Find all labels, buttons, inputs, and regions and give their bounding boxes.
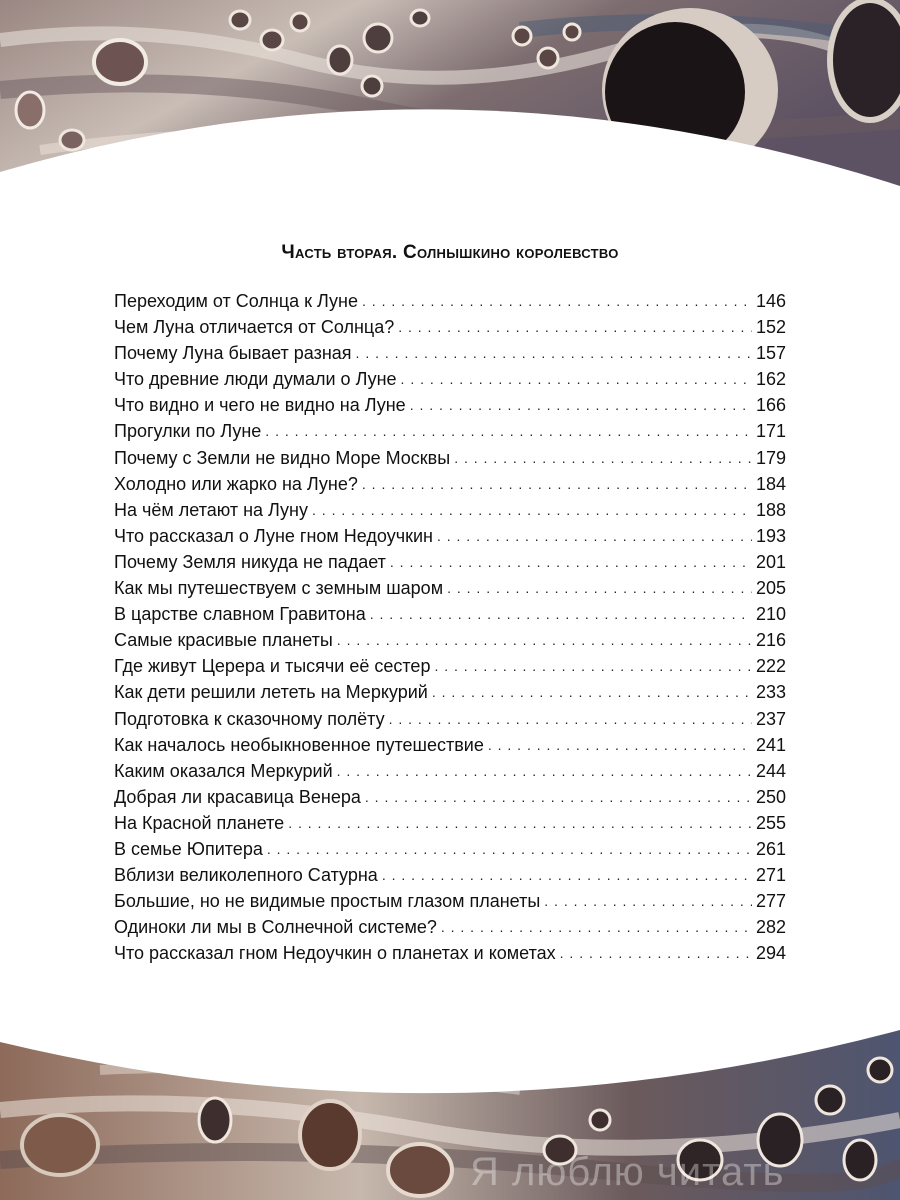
dot-leader (362, 287, 752, 314)
dot-leader (410, 391, 752, 418)
toc-entry[interactable] (114, 549, 786, 575)
top-moon-illustration (0, 0, 900, 200)
toc-entry[interactable] (114, 392, 786, 418)
dot-leader (267, 835, 752, 862)
toc-entry-title: Почему с Земли не видно Море Москвы (114, 447, 451, 468)
toc-entry[interactable] (114, 653, 786, 679)
toc-entry-page-number: 171 (755, 421, 786, 442)
toc-entry-page-number: 294 (755, 943, 786, 964)
toc-entry[interactable] (114, 575, 786, 601)
dot-leader (382, 861, 752, 888)
toc-entry[interactable] (114, 758, 786, 784)
dot-leader (437, 522, 752, 549)
toc-entry-page-number: 210 (755, 604, 786, 625)
toc-entry[interactable] (114, 418, 786, 444)
dot-leader (544, 887, 752, 914)
dot-leader (441, 913, 752, 940)
toc-entry-title: Одиноки ли мы в Солнечной системе? (114, 917, 437, 938)
toc-entry-page-number: 277 (755, 891, 786, 912)
toc-entry-title: В семье Юпитера (114, 838, 263, 859)
toc-entry-page-number: 237 (755, 708, 786, 729)
toc-entry-page-number: 146 (755, 291, 786, 311)
toc-list (114, 288, 786, 966)
dot-leader (370, 600, 752, 627)
toc-entry[interactable] (114, 627, 786, 653)
toc-entry-title: Что древние люди думали о Луне (114, 369, 397, 390)
toc-entry[interactable] (114, 810, 786, 836)
dot-leader (337, 626, 752, 653)
toc-entry[interactable] (114, 888, 786, 914)
dot-leader (447, 574, 752, 601)
dot-leader (265, 417, 752, 444)
toc-entry-page-number: 162 (755, 369, 786, 390)
toc-entry[interactable] (114, 862, 786, 888)
toc-entry-title: Добрая ли красавица Венера (114, 786, 361, 807)
toc-entry[interactable] (114, 366, 786, 392)
toc-entry[interactable] (114, 288, 786, 314)
toc-entry-title: На чём летают на Луну (114, 499, 309, 520)
toc-entry[interactable] (114, 940, 786, 966)
toc-entry-page-number: 157 (755, 343, 786, 364)
watermark-text: Я люблю читать (470, 1150, 785, 1194)
toc-entry-page-number: 166 (755, 395, 786, 416)
toc-entry[interactable] (114, 523, 786, 549)
toc-entry-page-number: 241 (755, 734, 786, 755)
toc-entry-page-number: 201 (755, 551, 786, 572)
toc-entry-title: Чем Луна отличается от Солнца? (114, 317, 395, 338)
toc-entry[interactable] (114, 601, 786, 627)
toc-entry-page-number: 179 (755, 447, 786, 468)
toc-entry-title: Прогулки по Луне (114, 421, 262, 442)
toc-entry-title: Что рассказал гном Недоучкин о планетах и кометах (114, 943, 556, 964)
toc-entry-page-number: 205 (755, 578, 786, 599)
dot-leader (434, 652, 752, 679)
toc-entry[interactable] (114, 340, 786, 366)
dot-leader (288, 809, 752, 836)
dot-leader (390, 548, 752, 575)
dot-leader (454, 444, 752, 471)
dot-leader (401, 365, 752, 392)
toc-entry[interactable] (114, 471, 786, 497)
toc-entry-page-number: 255 (755, 812, 786, 833)
toc-entry[interactable] (114, 314, 786, 340)
toc-entry-title: Как дети решили лететь на Меркурий (114, 682, 428, 703)
toc-entry-title: В царстве славном Гравитона (114, 604, 366, 625)
moon-surface-painting-top (0, 0, 900, 200)
bottom-moon-illustration (0, 1030, 900, 1200)
toc-entry[interactable] (114, 706, 786, 732)
dot-leader (356, 339, 752, 366)
toc-entry[interactable] (114, 497, 786, 523)
dot-leader (488, 731, 752, 758)
toc-entry-title: Где живут Церера и тысячи её сестер (114, 656, 431, 677)
toc-entry-title: Почему Луна бывает разная (114, 343, 352, 364)
toc-entry-page-number: 244 (755, 760, 786, 781)
toc-entry-title: Переходим от Солнца к Луне (114, 291, 359, 311)
toc-entry-page-number: 188 (755, 499, 786, 520)
toc-entry[interactable] (114, 679, 786, 705)
toc-entry-title: Подготовка к сказочному полёту (114, 708, 385, 729)
toc-entry[interactable] (114, 836, 786, 862)
dot-leader (312, 496, 752, 523)
toc-entry-page-number: 216 (755, 630, 786, 651)
toc-entry-title: Самые красивые планеты (114, 630, 333, 651)
dot-leader (560, 939, 752, 966)
toc-entry-title: Как началось необыкновенное путешествие (114, 734, 484, 755)
toc-entry-title: Вблизи великолепного Сатурна (114, 865, 378, 886)
toc-entry-title: Почему Земля никуда не падает (114, 551, 386, 572)
toc-entry-title: Как мы путешествуем с земным шаром (114, 578, 444, 599)
toc-entry-title: Большие, но не видимые простым глазом планеты (114, 891, 541, 912)
toc-entry-page-number: 184 (755, 473, 786, 494)
toc-entry-page-number: 193 (755, 525, 786, 546)
toc-entry-page-number: 233 (755, 682, 786, 703)
dot-leader (398, 313, 752, 340)
toc-entry-page-number: 152 (755, 317, 786, 338)
dot-leader (389, 705, 752, 732)
dot-leader (365, 783, 752, 810)
dot-leader (362, 470, 752, 497)
part-title: Часть вторая. Солнышкино королевство (281, 242, 619, 263)
dot-leader (337, 757, 752, 784)
toc-entry-title: Холодно или жарко на Луне? (114, 473, 358, 494)
toc-entry-page-number: 222 (755, 656, 786, 677)
toc-entry[interactable] (114, 445, 786, 471)
toc-entry-title: Что рассказал о Луне гном Недоучкин (114, 525, 433, 546)
table-of-contents (114, 238, 786, 966)
toc-entry[interactable] (114, 914, 786, 940)
toc-entry-title: На Красной планете (114, 812, 285, 833)
toc-entry-page-number: 271 (755, 865, 786, 886)
toc-entry-page-number: 250 (755, 786, 786, 807)
toc-entry[interactable] (114, 784, 786, 810)
dot-leader (432, 678, 752, 705)
toc-entry-page-number: 261 (755, 838, 786, 859)
toc-entry-page-number: 282 (755, 917, 786, 938)
toc-entry-title: Что видно и чего не видно на Луне (114, 395, 406, 416)
toc-entry-title: Каким оказался Меркурий (114, 760, 333, 781)
toc-entry[interactable] (114, 732, 786, 758)
